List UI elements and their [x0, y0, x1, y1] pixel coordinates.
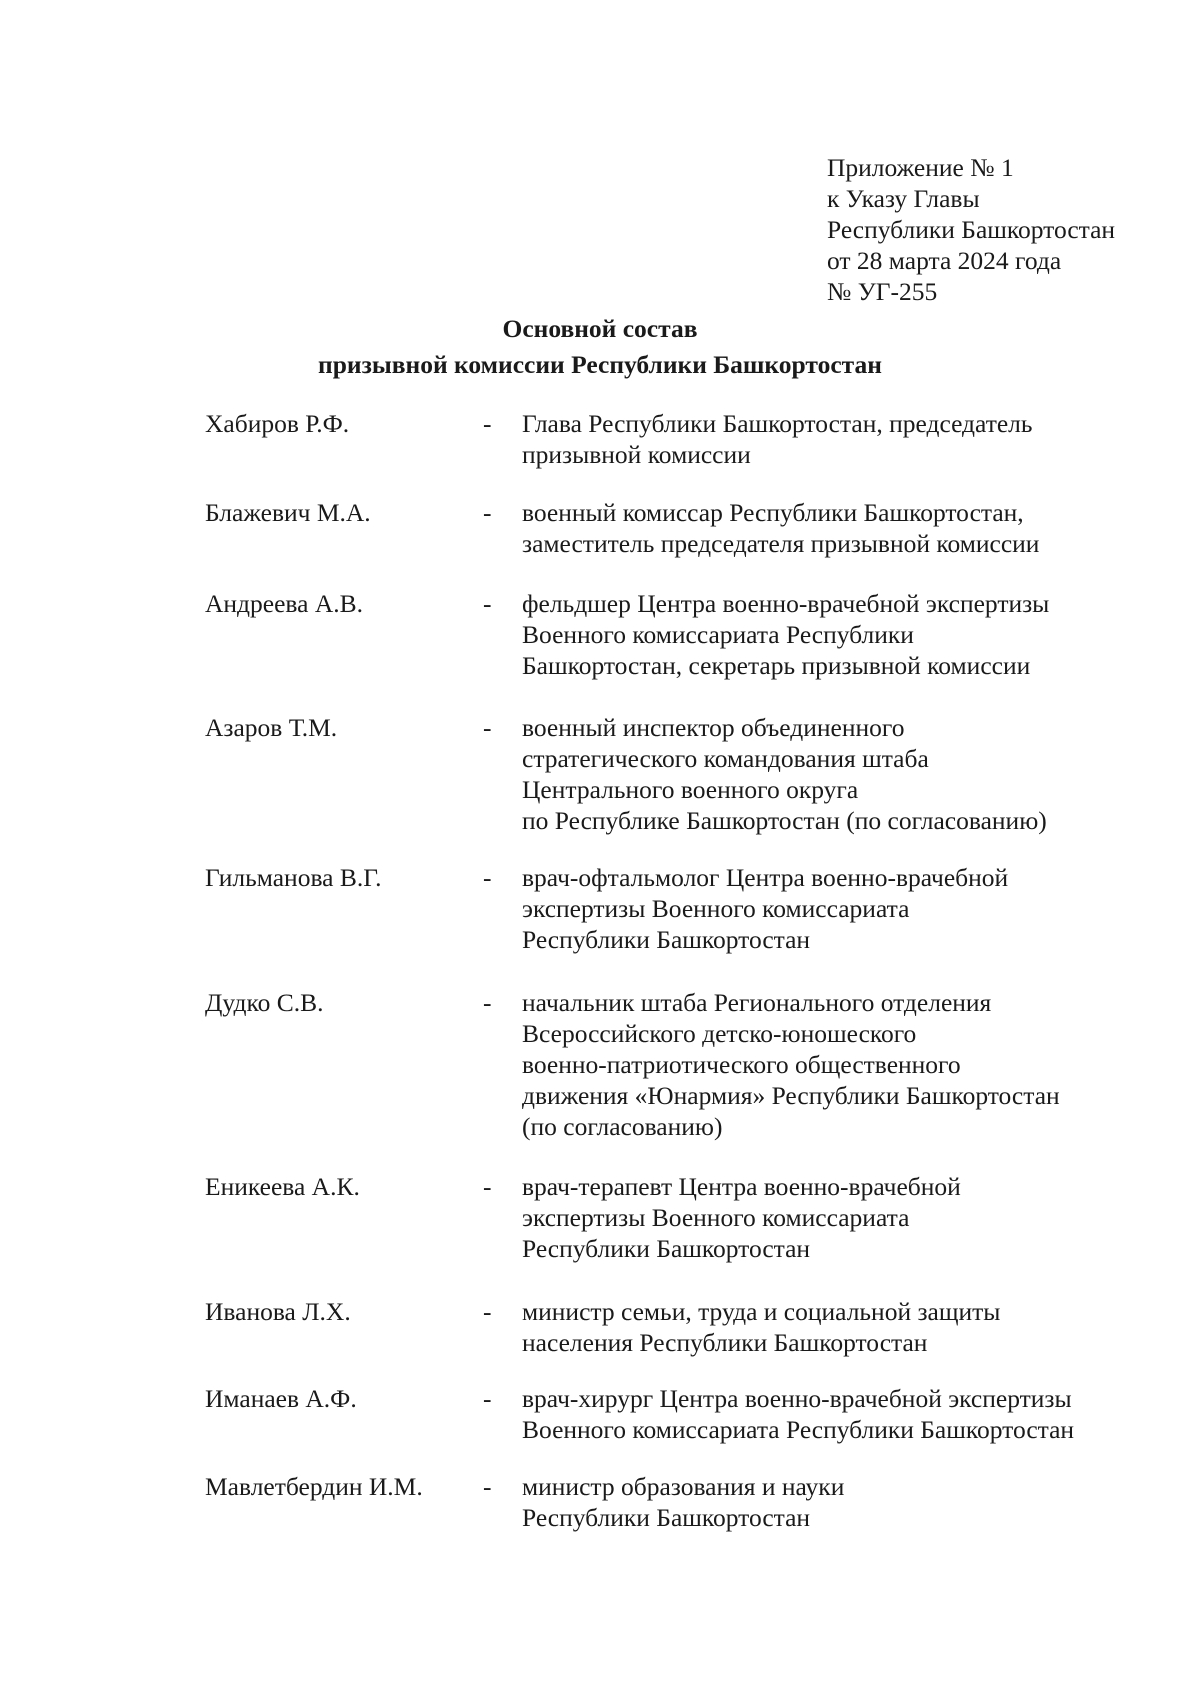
- member-dash: -: [483, 498, 492, 527]
- member-position: [522, 712, 1047, 836]
- appendix-line: Республики Башкортостан: [827, 215, 1116, 244]
- member-position-line: Всероссийского детско-юношеского: [522, 1019, 917, 1048]
- member-name: Еникеева А.К.: [205, 1172, 360, 1201]
- member-position-line: начальник штаба Регионального отделения: [522, 988, 992, 1017]
- member-position-line: врач-хирург Центра военно-врачебной экспертизы: [522, 1384, 1072, 1413]
- member-position-line: Республики Башкортостан: [522, 1234, 811, 1263]
- member-position-line: по Республике Башкортостан (по согласованию): [522, 806, 1047, 835]
- appendix-line: к Указу Главы: [827, 184, 980, 213]
- member-dash: -: [483, 863, 492, 892]
- member-dash: -: [483, 988, 492, 1017]
- appendix-line: № УГ-255: [827, 277, 938, 306]
- member-position-line: населения Республики Башкортостан: [522, 1328, 928, 1357]
- member-name: Блажевич М.А.: [205, 498, 371, 527]
- member-position-line: Военного комиссариата Республики Башкортостан: [522, 1415, 1075, 1444]
- member-position-line: министр семьи, труда и социальной защиты: [522, 1297, 1001, 1326]
- member-position-line: движения «Юнармия» Республики Башкортостан: [522, 1081, 1060, 1110]
- member-position: [522, 588, 1049, 681]
- member-position: [522, 1296, 1000, 1358]
- member-position: [522, 862, 1008, 955]
- document-title: [0, 311, 1200, 383]
- member-position-line: Военного комиссариата Республики: [522, 620, 914, 649]
- member-position-line: (по согласованию): [522, 1112, 723, 1141]
- member-dash: -: [483, 1472, 492, 1501]
- member-name: Гильманова В.Г.: [205, 863, 382, 892]
- member-dash: -: [483, 409, 492, 438]
- member-position-line: экспертизы Военного комиссариата: [522, 1203, 910, 1232]
- member-position-line: стратегического командования штаба: [522, 744, 929, 773]
- member-position-line: Глава Республики Башкортостан, председатель: [522, 409, 1033, 438]
- member-position-line: фельдшер Центра военно-врачебной экспертизы: [522, 589, 1050, 618]
- appendix-line: Приложение № 1: [827, 153, 1014, 182]
- appendix-line: от 28 марта 2024 года: [827, 246, 1062, 275]
- title-line-1: Основной состав: [502, 314, 698, 343]
- appendix-block: [827, 152, 1115, 307]
- member-position-line: врач-офтальмолог Центра военно-врачебной: [522, 863, 1009, 892]
- member-position: [522, 1383, 1074, 1445]
- member-name: Азаров Т.М.: [205, 713, 338, 742]
- member-position-line: экспертизы Военного комиссариата: [522, 894, 910, 923]
- member-position: [522, 987, 1060, 1142]
- member-position-line: Республики Башкортостан: [522, 925, 811, 954]
- member-position: [522, 1171, 961, 1264]
- member-position-line: Центрального военного округа: [522, 775, 859, 804]
- member-position: [522, 1471, 844, 1533]
- member-position-line: военно-патриотического общественного: [522, 1050, 961, 1079]
- member-dash: -: [483, 713, 492, 742]
- member-position-line: призывной комиссии: [522, 440, 751, 469]
- member-position-line: врач-терапевт Центра военно-врачебной: [522, 1172, 961, 1201]
- member-position-line: военный инспектор объединенного: [522, 713, 905, 742]
- member-dash: -: [483, 1384, 492, 1413]
- member-name: Мавлетбердин И.М.: [205, 1472, 423, 1501]
- member-position-line: Республики Башкортостан: [522, 1503, 811, 1532]
- member-name: Иванова Л.Х.: [205, 1297, 351, 1326]
- member-name: Дудко С.В.: [205, 988, 324, 1017]
- member-name: Хабиров Р.Ф.: [205, 409, 350, 438]
- member-name: Андреева А.В.: [205, 589, 363, 618]
- member-dash: -: [483, 1297, 492, 1326]
- member-dash: -: [483, 1172, 492, 1201]
- member-position: [522, 497, 1039, 559]
- member-dash: -: [483, 589, 492, 618]
- title-line-2: призывной комиссии Республики Башкортостан: [318, 350, 882, 379]
- member-position-line: министр образования и науки: [522, 1472, 845, 1501]
- member-name: Иманаев А.Ф.: [205, 1384, 357, 1413]
- member-position-line: заместитель председателя призывной комиссии: [522, 529, 1040, 558]
- member-position: [522, 408, 1033, 470]
- member-position-line: военный комиссар Республики Башкортостан,: [522, 498, 1024, 527]
- member-position-line: Башкортостан, секретарь призывной комиссии: [522, 651, 1031, 680]
